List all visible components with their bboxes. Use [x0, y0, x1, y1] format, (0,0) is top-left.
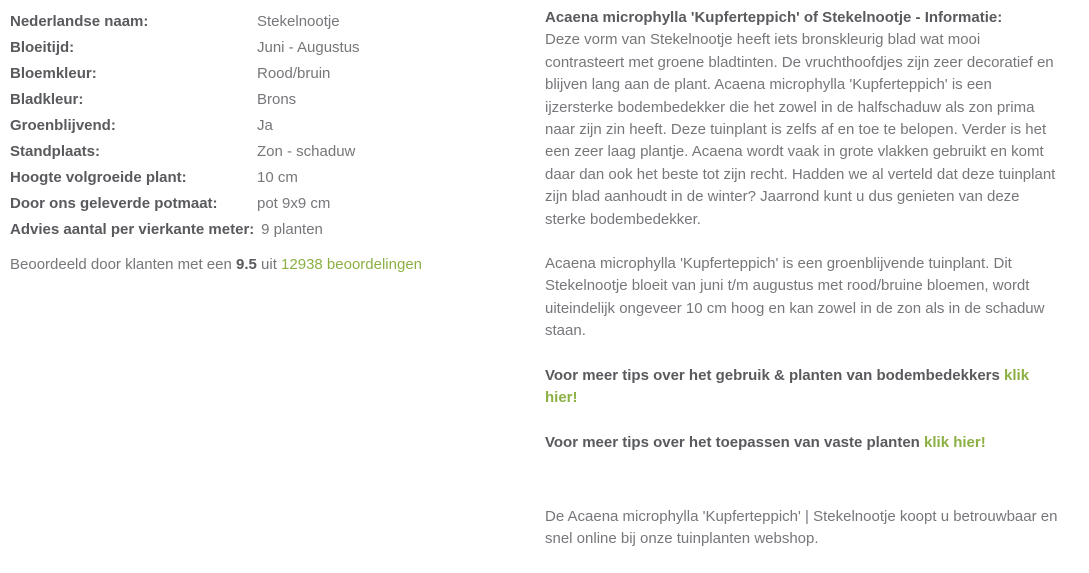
info-heading: Acaena microphylla 'Kupferteppich' of Stekelnootje - Informatie: — [545, 9, 1003, 26]
customer-rating-line — [10, 252, 525, 278]
spec-value: Ja — [257, 117, 273, 134]
spec-label: Hoogte volgroeide plant: — [10, 169, 187, 186]
info-paragraph-1: Deze vorm van Stekelnootje heeft iets bronskleurig blad wat mooi contrasteert met groene bladtinten. De vruchthoofdjes zijn zeer decoratief en blijven lang aan de plant. Acaena microphylla 'Kupferteppich' is een ijzersterke bodembedekker die het zowel in de halfschaduw als zon prima naar zijn zin heeft. Deze tuinplant is zelfs af en toe te belopen. Verder is het een zeer laag plantje. Acaena wordt vaak in grote vlakken gebruikt en komt daar dan ook het beste tot zijn recht. Hadden we al verteld dat deze tuinplant zijn blad aanhoudt in de winter? Jaarrond kunt u dus genieten van deze sterke bodembedekker. — [545, 31, 1056, 228]
spec-label: Bladkleur: — [10, 91, 84, 108]
rating-middle: uit — [256, 256, 282, 273]
tip-groundcover-line — [545, 365, 1059, 410]
spec-row-pot-size — [10, 191, 525, 217]
spec-value: 10 cm — [257, 169, 298, 186]
plant-description-panel — [545, 0, 1059, 573]
spec-value: Rood/bruin — [257, 65, 331, 82]
spec-label: Bloemkleur: — [10, 65, 97, 82]
spec-value: Brons — [257, 91, 297, 108]
tip-perennials-text: Voor meer tips over het toepassen van vaste planten — [545, 433, 920, 451]
spec-label: Door ons geleverde potmaat: — [10, 195, 218, 212]
spec-label: Advies aantal per vierkante meter: — [10, 221, 255, 238]
rating-prefix: Beoordeeld door klanten met een — [10, 256, 236, 273]
info-paragraph-2: Acaena microphylla 'Kupferteppich' is een groenblijvende tuinplant. Dit Stekelnootje bloeit van juni t/m augustus met rood/bruine bloemen, wordt uiteindelijk ongeveer 10 cm hoog en kan zowel in de zon als in de schaduw staan. — [545, 255, 1045, 340]
tip-groundcover-text: Voor meer tips over het gebruik & planten van bodembedekkers — [545, 366, 1000, 384]
tip-perennials-line — [545, 432, 1059, 454]
spec-row-evergreen — [10, 113, 525, 139]
spec-row-bloom-time — [10, 35, 525, 61]
rating-score: 9.5 — [236, 256, 257, 273]
spec-row-full-height — [10, 165, 525, 191]
spec-row-flower-color — [10, 61, 525, 87]
spec-label: Standplaats: — [10, 143, 101, 160]
spec-label: Nederlandse naam: — [10, 13, 149, 30]
spec-value: Zon - schaduw — [257, 143, 356, 160]
spec-label: Groenblijvend: — [10, 117, 116, 134]
spec-value: pot 9x9 cm — [257, 195, 331, 212]
reviews-link[interactable]: 12938 beoordelingen — [281, 256, 423, 273]
spec-row-leaf-color — [10, 87, 525, 113]
tip-perennials-link[interactable]: klik hier! — [924, 433, 986, 451]
spec-label: Bloeitijd: — [10, 39, 75, 56]
spec-value: Stekelnootje — [257, 13, 340, 30]
spec-row-location — [10, 139, 525, 165]
tip-groundcover-link[interactable]: klik hier! — [545, 366, 1030, 407]
spec-row-dutch-name — [10, 9, 525, 35]
closing-paragraph: De Acaena microphylla 'Kupferteppich' | Stekelnootje koopt u betrouwbaar en snel online bij onze tuinplanten webshop. — [545, 507, 1058, 548]
spec-row-per-square-meter — [10, 217, 525, 243]
spec-value: Juni - Augustus — [257, 39, 360, 56]
spec-value: 9 planten — [261, 221, 323, 238]
